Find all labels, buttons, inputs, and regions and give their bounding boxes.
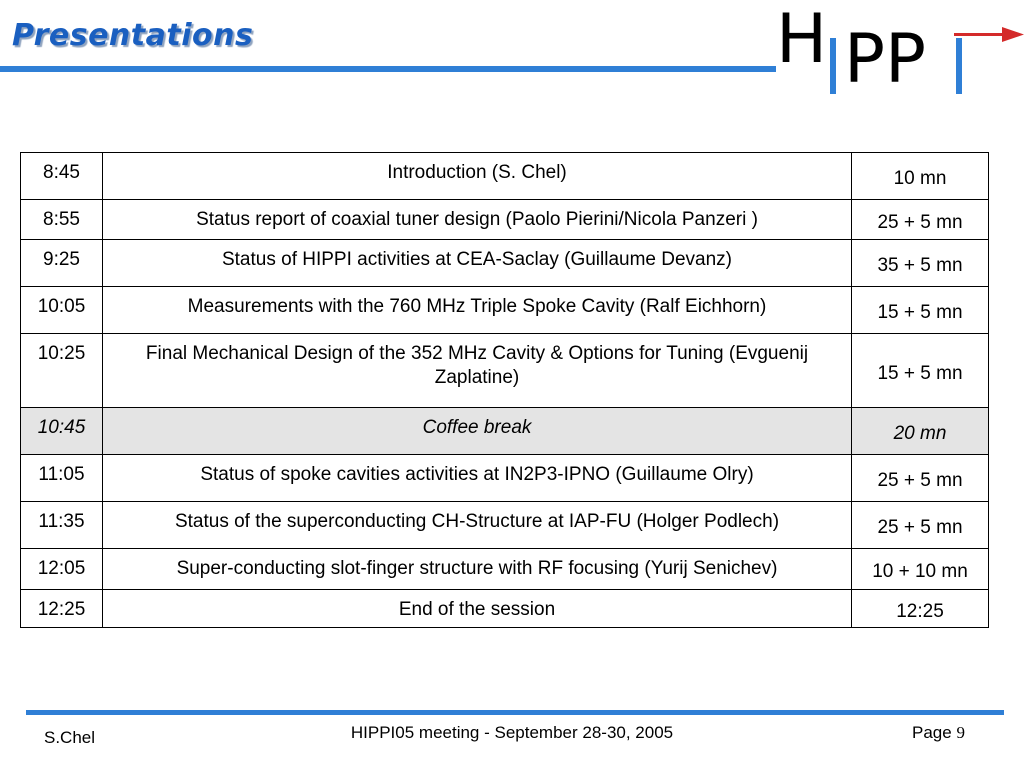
schedule-duration: 20 mn: [852, 408, 989, 455]
schedule-duration: 25 + 5 mn: [852, 200, 989, 240]
schedule-duration: 25 + 5 mn: [852, 455, 989, 502]
schedule-title: End of the session: [103, 590, 852, 628]
schedule-duration: 15 + 5 mn: [852, 334, 989, 408]
logo-arrow-shaft: [954, 33, 1006, 36]
schedule-time: 11:05: [21, 455, 103, 502]
logo-bar-1: [830, 38, 836, 94]
schedule-title: Status report of coaxial tuner design (Paolo Pierini/Nicola Panzeri ): [103, 200, 852, 240]
schedule-title: Status of HIPPI activities at CEA-Saclay (Guillaume Devanz): [103, 240, 852, 287]
schedule-time: 12:25: [21, 590, 103, 628]
schedule-title: Status of spoke cavities activities at IN2P3-IPNO (Guillaume Olry): [103, 455, 852, 502]
header-rule: [0, 66, 776, 72]
footer-meeting: HIPPI05 meeting - September 28-30, 2005: [350, 723, 674, 742]
footer-page: [912, 723, 965, 743]
schedule-duration: 35 + 5 mn: [852, 240, 989, 287]
schedule-title: Super-conducting slot-finger structure with RF focusing (Yurij Senichev): [103, 549, 852, 590]
schedule-row: [21, 240, 989, 287]
schedule-duration: 25 + 5 mn: [852, 502, 989, 549]
schedule-row: [21, 334, 989, 408]
logo-letter-h: H: [776, 0, 828, 79]
schedule-row: [21, 200, 989, 240]
logo-letters-pp: PP: [844, 20, 927, 99]
schedule-row-break: [21, 408, 989, 455]
schedule-duration: 10 + 10 mn: [852, 549, 989, 590]
schedule-title: Introduction (S. Chel): [103, 153, 852, 200]
page-title: Presentations: [12, 18, 254, 53]
schedule-title: Final Mechanical Design of the 352 MHz Cavity & Options for Tuning (Evguenij Zaplatine): [103, 334, 852, 408]
schedule-time: 12:05: [21, 549, 103, 590]
schedule-title: Status of the superconducting CH-Structure at IAP-FU (Holger Podlech): [103, 502, 852, 549]
schedule-time: 10:25: [21, 334, 103, 408]
schedule-row: [21, 153, 989, 200]
schedule-duration: 12:25: [852, 590, 989, 628]
schedule-time: 10:45: [21, 408, 103, 455]
schedule-time: 10:05: [21, 287, 103, 334]
schedule-time: 8:55: [21, 200, 103, 240]
schedule-row: [21, 455, 989, 502]
schedule-title: Coffee break: [103, 408, 852, 455]
footer-rule: [26, 710, 1004, 715]
schedule-time: 8:45: [21, 153, 103, 200]
schedule-time: 11:35: [21, 502, 103, 549]
logo-arrow-head: [1002, 27, 1024, 42]
schedule-row: [21, 549, 989, 590]
schedule-row: [21, 502, 989, 549]
schedule-row: [21, 590, 989, 628]
hippi-logo: [770, 0, 1024, 100]
schedule-title: Measurements with the 760 MHz Triple Spoke Cavity (Ralf Eichhorn): [103, 287, 852, 334]
schedule-row: [21, 287, 989, 334]
schedule-table: [20, 152, 989, 628]
logo-bar-2: [956, 38, 962, 94]
page-number: 9: [956, 723, 965, 742]
schedule-time: 9:25: [21, 240, 103, 287]
footer-author: S.Chel: [44, 728, 96, 747]
schedule-duration: 15 + 5 mn: [852, 287, 989, 334]
page-label: Page: [912, 723, 952, 742]
schedule-duration: 10 mn: [852, 153, 989, 200]
